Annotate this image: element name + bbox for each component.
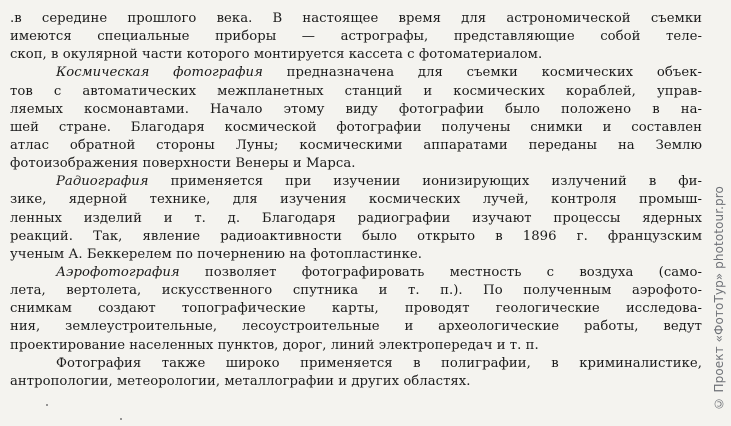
text-line: Фотография также широко применяется в полиграфии, в криминалистике, — [56, 355, 702, 371]
print-speck — [120, 418, 122, 420]
text-line: тов с автоматических межпланетных станций и космических кораблей, управ- — [10, 83, 702, 99]
text-line: антропологии, метеорологии, металлографии и других областях. — [10, 373, 471, 389]
watermark-text: © Проект «ФотоТур» phototour.pro — [712, 185, 726, 411]
paragraph-other-uses — [10, 355, 702, 391]
paragraph-aerial-photography — [10, 264, 702, 355]
document-page — [10, 10, 702, 391]
term-aerial-photography: Аэрофотография — [56, 264, 180, 280]
paragraph-radiography — [10, 173, 702, 264]
text-line: Радиография применяется при изучении ионизирующих излучений в фи- — [56, 174, 702, 190]
text-line: ученым А. Беккерелем по почернению на фотопластинке. — [10, 246, 422, 262]
text-line: лета, вертолета, искусственного спутника и т. п.). По полученным аэрофото- — [10, 283, 702, 299]
paragraph-space-photography — [10, 64, 702, 173]
watermark — [709, 182, 729, 414]
text-line: Космическая фотография предназначена для съемки космических объек- — [56, 65, 702, 81]
text-line: атлас обратной стороны Луны; космическими аппаратами переданы на Землю — [10, 137, 702, 153]
text-line: шей стране. Благодаря космической фотографии получены снимки и составлен — [10, 119, 702, 135]
margin-mark: . — [10, 11, 15, 26]
text-line: .в середине прошлого века. В настоящее время для астрономической съемки — [10, 11, 702, 26]
text-line: фотоизображения поверхности Венеры и Марса. — [10, 156, 356, 172]
paragraph-astrography-end — [10, 10, 702, 64]
text-line: ляемых космонавтами. Начало этому виду фотографии было положено в на- — [10, 101, 702, 117]
text-line: скоп, в окулярной части которого монтируется кассета с фотоматериалом. — [10, 47, 543, 63]
text-line: зике, ядерной технике, для изучения космических лучей, контроля промыш- — [10, 192, 702, 208]
text-line: имеются специальные приборы — астрографы, представляющие собой теле- — [10, 29, 702, 45]
text-line: снимкам создают топографические карты, проводят геологические исследова- — [10, 301, 702, 317]
text-line: реакций. Так, явление радиоактивности было открыто в 1896 г. французским — [10, 228, 702, 244]
text-line: ленных изделий и т. д. Благодаря радиографии изучают процессы ядерных — [10, 210, 702, 226]
print-speck — [46, 404, 48, 406]
text-line: ния, землеустроительные, лесоустроительные и археологические работы, ведут — [10, 319, 702, 335]
term-space-photography: Космическая фотография — [56, 65, 263, 81]
text-line: Аэрофотография позволяет фотографировать местность с воздуха (само- — [56, 264, 702, 280]
text-line: проектирование населенных пунктов, дорог, линий электропередач и т. п. — [10, 337, 539, 353]
term-radiography: Радиография — [56, 174, 149, 190]
